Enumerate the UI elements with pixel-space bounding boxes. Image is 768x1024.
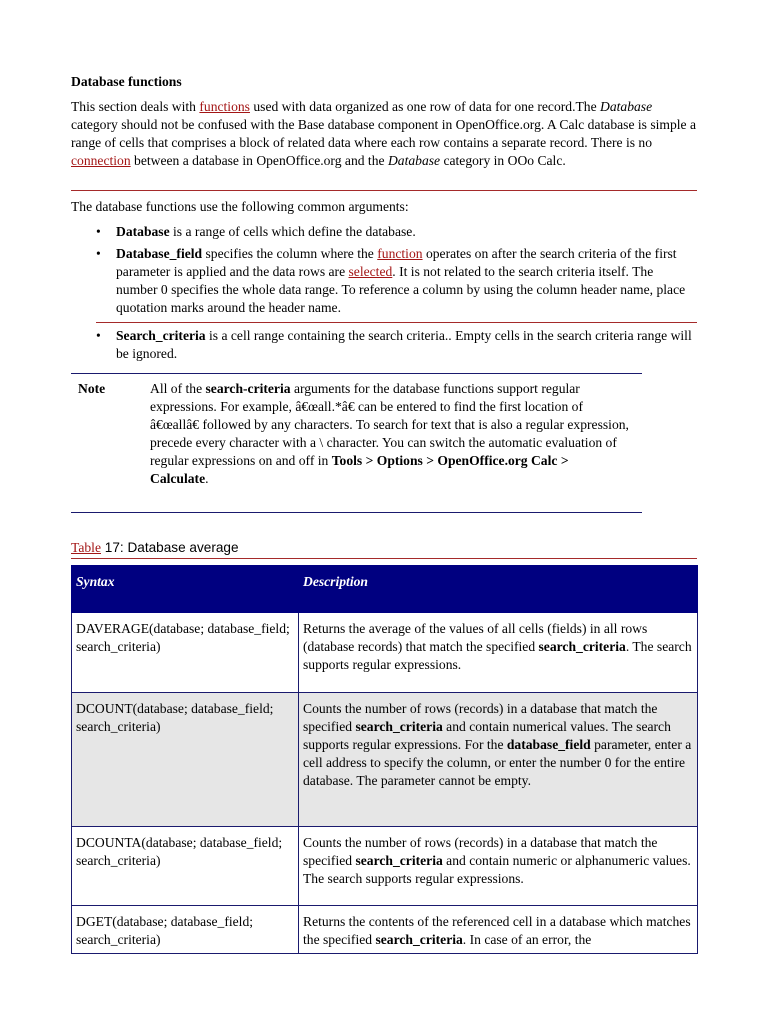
note-span: arguments for the database functions support regular expressions. For example, â€œall.*â€ can be entered to find the first location of â€œallâ€ followed by any characters. To search for text that is also a regular expression, precede every character with a \ character. You can switch the automatic evaluation of regular expressions on and off in xyxy=(150,381,629,468)
note-span: . xyxy=(205,471,209,486)
term-desc: specifies the column where the xyxy=(202,246,378,261)
term-desc: . It is not related to the search criteria itself. The number 0 specifies the whole data range. To reference a column by using the column header name, place quotation marks around the header name. xyxy=(116,264,686,315)
intro-italic: Database xyxy=(387,153,441,168)
desc-span: and contain numeric or alphanumeric values. The search supports regular expressions. xyxy=(303,853,691,886)
intro-italic: Database xyxy=(600,99,653,114)
note-bold: Tools > Options > OpenOffice.org Calc > Calculate xyxy=(150,453,569,486)
link-function[interactable]: function xyxy=(377,246,423,261)
description-cell xyxy=(299,906,698,954)
intro-text: This section deals with xyxy=(71,99,200,114)
intro-paragraph xyxy=(71,98,697,170)
note-bold: search-criteria xyxy=(205,381,291,396)
term-desc: operates on after the search criteria of the first parameter is applied and the data rows are xyxy=(116,246,677,279)
desc-bold: database_field xyxy=(506,737,591,752)
table-row xyxy=(72,613,698,693)
list-item xyxy=(96,327,697,363)
header-description: Description xyxy=(299,566,698,613)
syntax-cell: DGET(database; database_field; search_criteria) xyxy=(72,906,299,954)
table-row xyxy=(72,693,698,827)
intro-text: between a database in OpenOffice.org and the xyxy=(130,153,388,168)
syntax-cell: DCOUNT(database; database_field; search_criteria) xyxy=(72,693,299,827)
syntax-cell: DAVERAGE(database; database_field; search_criteria) xyxy=(72,613,299,693)
note-bottom-border xyxy=(71,512,642,513)
description-cell xyxy=(299,613,698,693)
table-row xyxy=(72,906,698,954)
table-row xyxy=(72,827,698,906)
link-table[interactable]: Table xyxy=(71,540,101,555)
divider xyxy=(71,558,697,559)
divider xyxy=(96,322,697,323)
term: Search_criteria xyxy=(116,328,206,343)
note-span: All of the xyxy=(150,381,206,396)
term-desc: is a range of cells which define the database. xyxy=(169,224,416,239)
desc-bold: search_criteria xyxy=(375,932,463,947)
divider xyxy=(71,190,697,191)
bullet-icon: • xyxy=(96,246,101,261)
desc-bold: search_criteria xyxy=(355,719,443,734)
desc-span: Counts the number of rows (records) in a database that match the specified xyxy=(303,835,658,868)
header-syntax: Syntax xyxy=(72,566,299,613)
syntax-cell: DCOUNTA(database; database_field; search_criteria) xyxy=(72,827,299,906)
desc-span: Returns the contents of the referenced cell in a database which matches the specified xyxy=(303,914,691,947)
note-text xyxy=(150,380,630,488)
desc-span: . In case of an error, the xyxy=(462,932,592,947)
desc-span: Returns the average of the values of all cells (fields) in all rows (database records) that match the specified xyxy=(303,621,648,654)
desc-span: Counts the number of rows (records) in a database that match the specified xyxy=(303,701,658,734)
desc-bold: search_criteria xyxy=(538,639,626,654)
intro-text: category in OOo Calc. xyxy=(440,153,566,168)
desc-span: and contain numerical values. The search supports regular expressions. For the xyxy=(303,719,671,752)
intro-text: used with data organized as one row of data for one record.The xyxy=(249,99,601,114)
arguments-list xyxy=(96,223,697,363)
link-functions[interactable]: functions xyxy=(199,99,250,114)
description-cell xyxy=(299,693,698,827)
desc-span: . The search supports regular expressions. xyxy=(303,639,692,672)
note-label: Note xyxy=(78,381,106,396)
description-cell xyxy=(299,827,698,906)
list-item xyxy=(96,245,697,327)
caption-text: 17: Database average xyxy=(101,540,239,555)
term: Database xyxy=(116,224,170,239)
section-heading: Database functions xyxy=(71,74,182,89)
arguments-intro: The database functions use the following common arguments: xyxy=(71,199,409,214)
database-functions-table xyxy=(71,565,698,954)
bullet-icon: • xyxy=(96,328,101,343)
bullet-icon: • xyxy=(96,224,101,239)
desc-span: parameter, enter a cell address to specify the column, or enter the number 0 for the entire database. The parameter cannot be empty. xyxy=(303,737,692,788)
note-box xyxy=(71,373,642,513)
link-selected[interactable]: selected xyxy=(348,264,393,279)
intro-text: category should not be confused with the Base database component in OpenOffice.org. A Calc database is simple a range of cells that comprises a block of related data where each row contains a separate record. There is no xyxy=(71,117,697,150)
link-connection[interactable]: connection xyxy=(71,153,131,168)
list-item xyxy=(96,223,697,245)
desc-bold: search_criteria xyxy=(355,853,443,868)
table-caption xyxy=(71,539,239,557)
term-desc: is a cell range containing the search criteria.. Empty cells in the search criteria range will be ignored. xyxy=(116,328,692,361)
table-header-row xyxy=(72,566,698,613)
term: Database_field xyxy=(116,246,203,261)
